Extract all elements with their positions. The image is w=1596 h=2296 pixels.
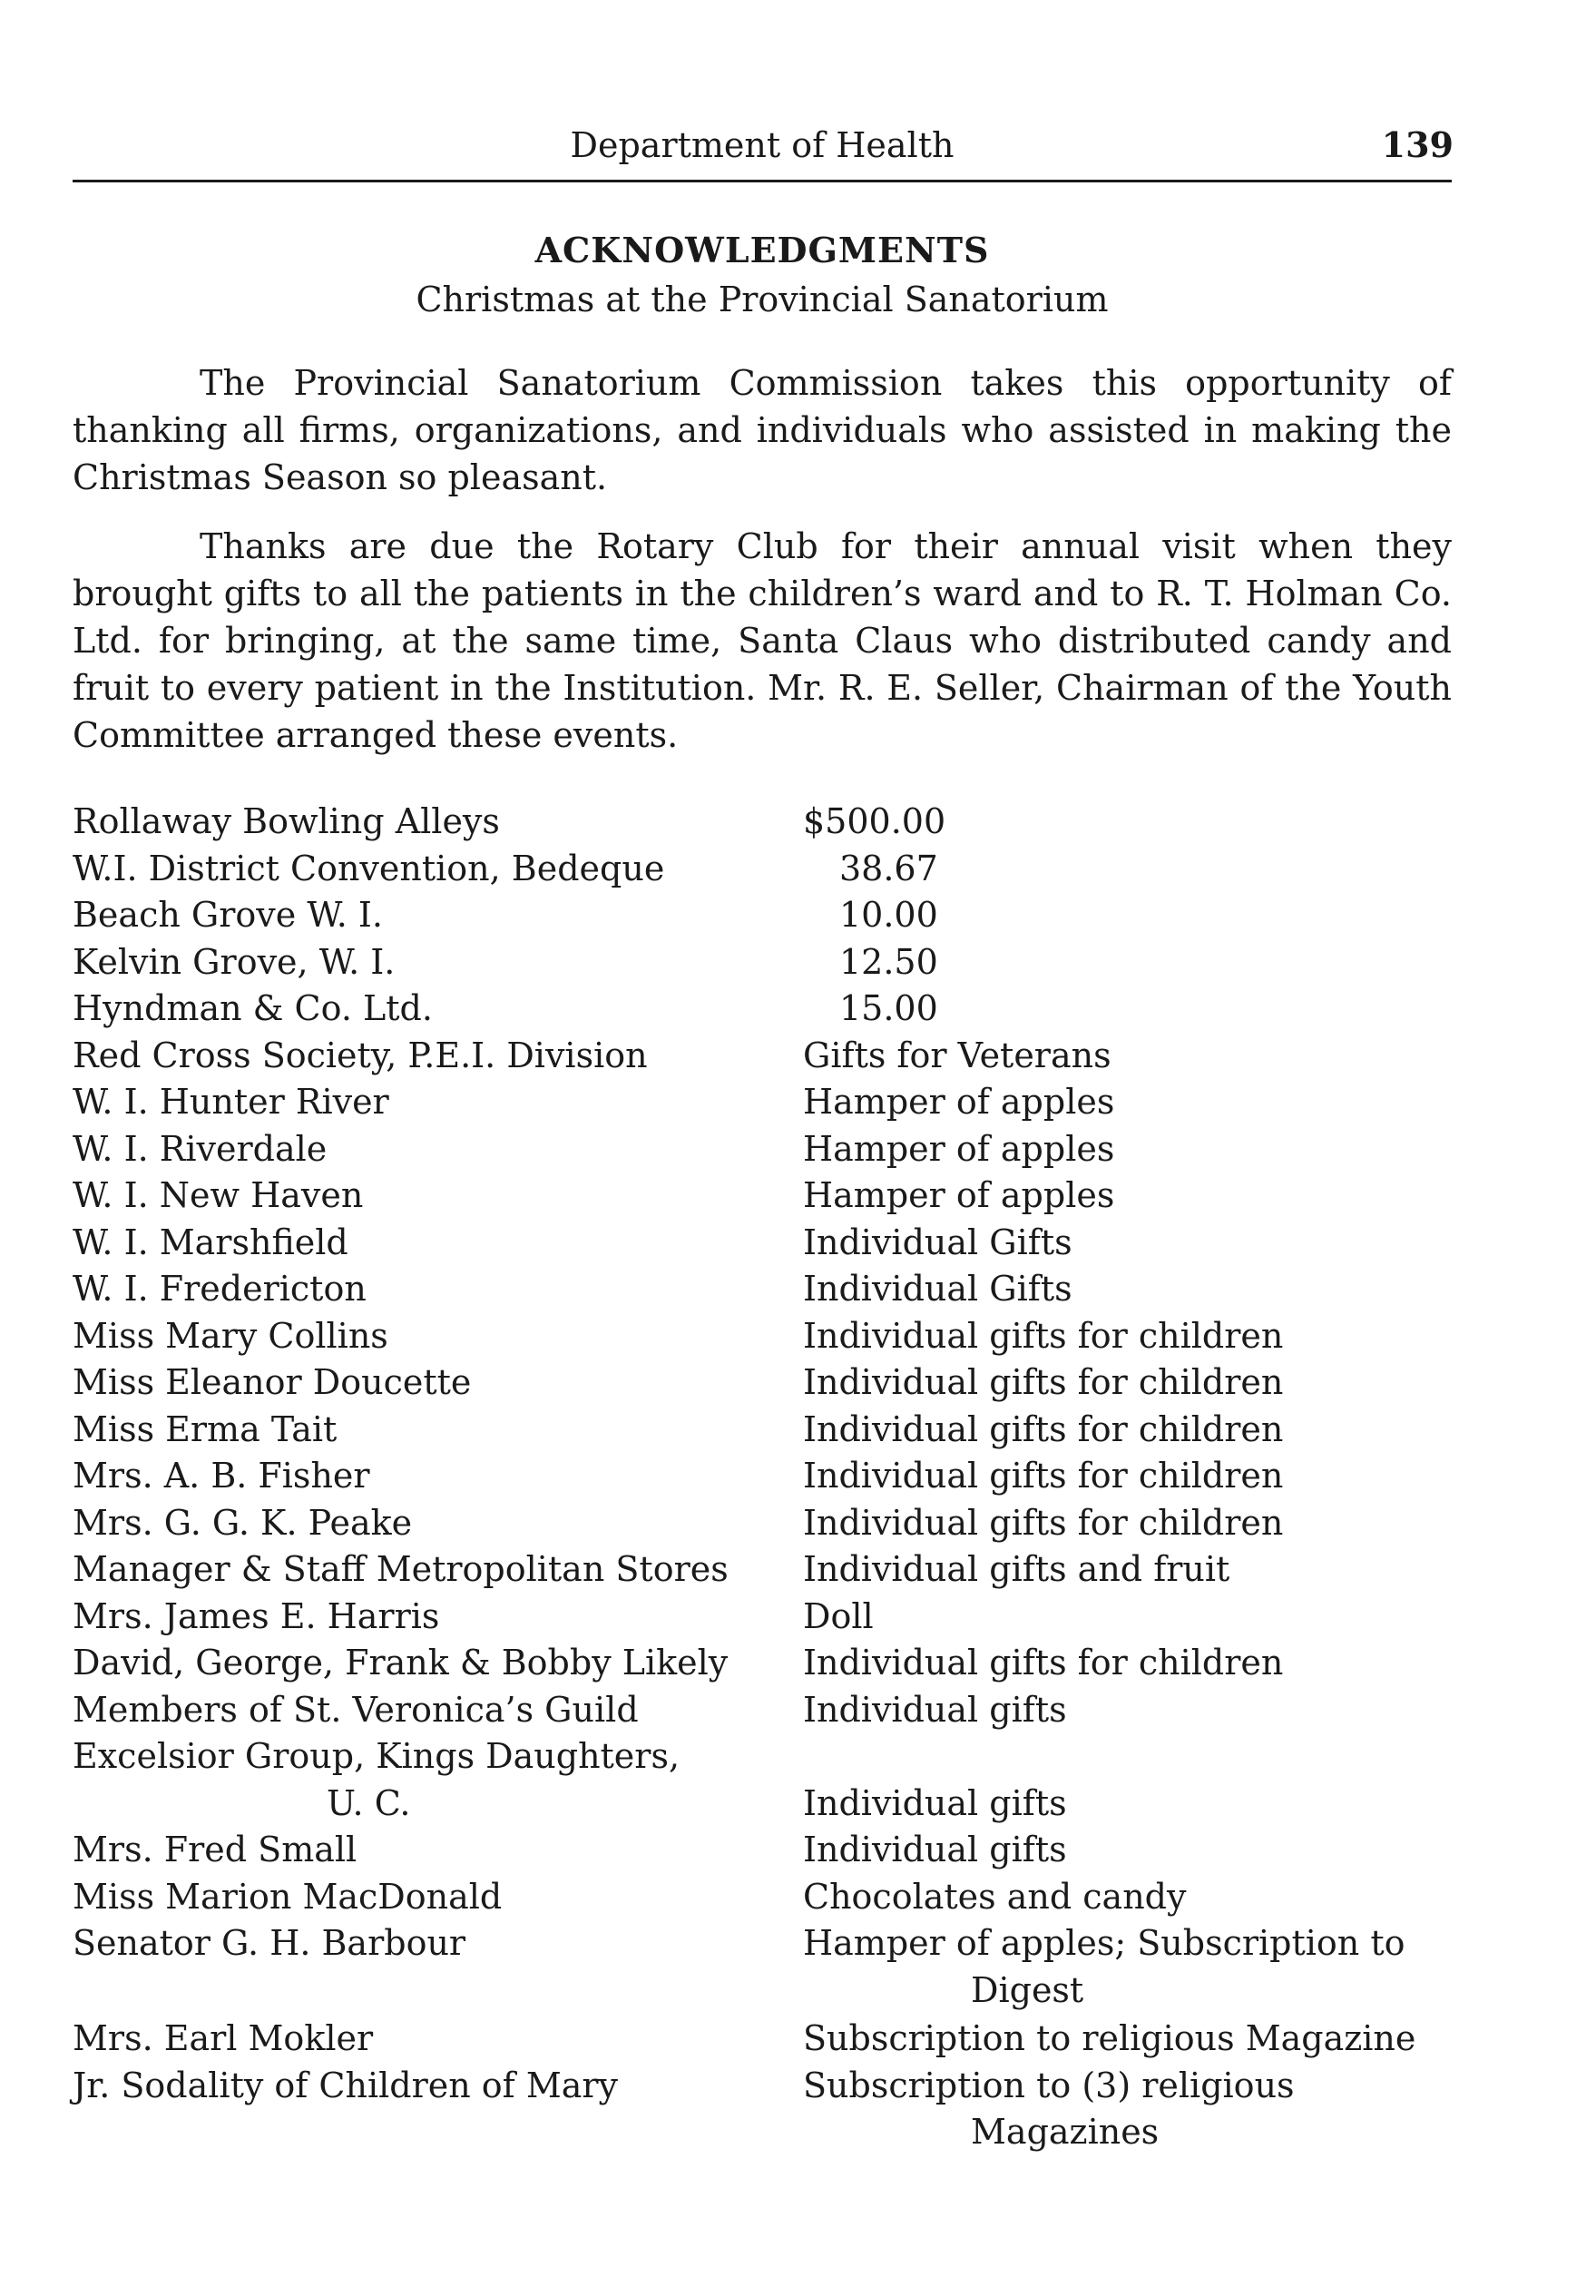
section-subtitle: Christmas at the Provincial Sanatorium	[416, 280, 1109, 319]
gift-description: 10.00	[839, 895, 938, 935]
donor-name: David, George, Frank & Bobby Likely	[73, 1643, 729, 1683]
donor-name: Red Cross Society, P.E.I. Division	[73, 1035, 648, 1075]
section-title: ACKNOWLEDGMENTS	[534, 230, 990, 270]
list-item	[73, 799, 1452, 846]
donor-name: Mrs. A. B. Fisher	[73, 1456, 370, 1496]
list-item	[73, 1359, 1452, 1407]
donor-name-continuation: U. C.	[327, 1782, 411, 1823]
list-item	[73, 1967, 1452, 2015]
page-number: 139	[1381, 124, 1454, 165]
list-item	[73, 1640, 1452, 1687]
list-item	[73, 846, 1452, 893]
donor-name: Miss Marion MacDonald	[73, 1876, 503, 1917]
list-item	[73, 1079, 1452, 1126]
list-item	[73, 1827, 1452, 1874]
list-item	[73, 1546, 1452, 1594]
donor-name: Rollaway Bowling Alleys	[73, 801, 500, 841]
donor-name: Hyndman & Co. Ltd.	[73, 988, 433, 1028]
gift-description: 12.50	[839, 941, 938, 982]
list-item	[73, 1173, 1452, 1220]
donor-name: Members of St. Veronica’s Guild	[73, 1689, 639, 1730]
thanks-paragraph: Thanks are due the Rotary Club for their annual visit when they brought gifts to all the patients in the children’s ward and to R. T. Holman Co. Ltd. for bringing, at the same time, Santa Claus who distributed candy and fruit to every patient in the Institution. Mr. R. E. Seller, Chairman of the Youth Committee arranged these events.	[73, 526, 1452, 755]
list-item	[73, 939, 1452, 986]
gift-description: Subscription to religious Magazine	[803, 2018, 1416, 2058]
list-item	[73, 1687, 1452, 1734]
donor-name: Manager & Staff Metropolitan Stores	[73, 1549, 729, 1589]
donor-name: W. I. Riverdale	[73, 1128, 328, 1169]
gift-description: Individual gifts for children	[803, 1408, 1284, 1449]
list-item	[73, 1500, 1452, 1547]
list-item	[73, 1920, 1452, 1967]
list-item	[73, 1126, 1452, 1173]
donor-name: Miss Mary Collins	[73, 1315, 388, 1356]
gift-description: Individual gifts for children	[803, 1643, 1284, 1683]
donor-list	[73, 799, 1452, 2156]
gift-description: Individual gifts	[803, 1830, 1067, 1869]
list-item	[73, 1266, 1452, 1313]
gift-description: Individual Gifts	[803, 1269, 1072, 1309]
gift-description-continuation: Magazines	[971, 2112, 1160, 2152]
gift-description	[803, 1733, 1452, 1781]
list-item	[73, 2063, 1452, 2110]
list-item	[73, 1594, 1452, 1641]
intro-paragraph: The Provincial Sanatorium Commission takes this opportunity of thanking all firms, organizations, and individuals who assisted in making the Christmas Season so pleasant.	[73, 363, 1452, 497]
list-item	[73, 1033, 1452, 1080]
donor-name: Mrs. Earl Mokler	[73, 2018, 374, 2058]
donor-name: W. I. Fredericton	[73, 1269, 367, 1309]
list-item	[73, 1453, 1452, 1500]
donor-name-empty	[73, 2109, 803, 2156]
donor-name: Miss Erma Tait	[73, 1408, 338, 1449]
donor-name: Senator G. H. Barbour	[73, 1923, 466, 1963]
gift-description: Individual gifts for children	[803, 1315, 1284, 1356]
gift-description: $500.00	[803, 801, 946, 841]
gift-description: Hamper of apples	[803, 1082, 1115, 1122]
donor-name: W. I. New Haven	[73, 1175, 364, 1215]
gift-description-continuation: Digest	[971, 1969, 1084, 2010]
gift-description: Hamper of apples; Subscription to	[803, 1923, 1405, 1963]
gift-description: Individual gifts for children	[803, 1502, 1284, 1543]
list-item	[73, 1220, 1452, 1267]
header-title: Department of Health	[570, 125, 955, 165]
donor-name-empty	[73, 1967, 803, 2015]
donor-name: Miss Eleanor Doucette	[73, 1362, 472, 1402]
gift-description: Subscription to (3) religious	[803, 2065, 1295, 2105]
list-item	[73, 1874, 1452, 1921]
gift-description: Doll	[803, 1595, 874, 1636]
donor-name: Beach Grove W. I.	[73, 895, 383, 935]
list-item	[73, 1313, 1452, 1360]
running-head	[73, 118, 1452, 172]
donor-name: Mrs. Fred Small	[73, 1830, 357, 1869]
donor-name: W. I. Marshfield	[73, 1222, 348, 1262]
gift-description: Individual gifts	[803, 1782, 1067, 1823]
donor-name: Excelsior Group, Kings Daughters,	[73, 1736, 681, 1776]
gift-description: Hamper of apples	[803, 1128, 1115, 1169]
list-item	[73, 2016, 1452, 2063]
gift-description: Individual gifts and fruit	[803, 1549, 1230, 1589]
donor-name: Mrs. James E. Harris	[73, 1595, 440, 1636]
gift-description: 38.67	[839, 848, 938, 888]
gift-description: Hamper of apples	[803, 1175, 1115, 1215]
donor-name: W. I. Hunter River	[73, 1082, 389, 1122]
document-page	[73, 118, 1452, 2156]
list-item	[73, 986, 1452, 1033]
list-item	[73, 1781, 1452, 1828]
list-item	[73, 1407, 1452, 1454]
list-item	[73, 1733, 1452, 1781]
donor-name: Mrs. G. G. K. Peake	[73, 1502, 413, 1543]
gift-description: Individual gifts	[803, 1689, 1067, 1730]
list-item	[73, 2109, 1452, 2156]
donor-name: Jr. Sodality of Children of Mary	[73, 2065, 619, 2105]
donor-name: W.I. District Convention, Bedeque	[73, 848, 665, 888]
donor-name: Kelvin Grove, W. I.	[73, 941, 396, 982]
header-rule	[73, 180, 1452, 182]
list-item	[73, 892, 1452, 939]
gift-description: Gifts for Veterans	[803, 1035, 1111, 1075]
gift-description: Individual gifts for children	[803, 1362, 1284, 1402]
gift-description: Individual gifts for children	[803, 1456, 1284, 1496]
gift-description: 15.00	[839, 988, 938, 1028]
gift-description: Chocolates and candy	[803, 1876, 1187, 1917]
gift-description: Individual Gifts	[803, 1222, 1072, 1262]
